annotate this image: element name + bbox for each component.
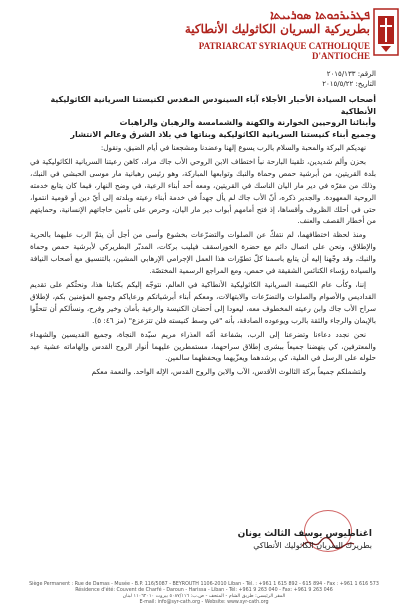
syriac-title: ܦܛܪܝܪܟܘܬܐ ܣܘܪܝܝܬܐ bbox=[270, 8, 370, 22]
addressee-line: وجميع أبناء كنيستنا السريانية الكاثوليكية وبناتها في بلاد الشرق وعالم الانتشار bbox=[70, 129, 376, 139]
latin-title: PATRIARCAT SYRIAQUE CATHOLIQUE D'ANTIOCHE bbox=[198, 41, 370, 61]
footer-line: Siège Permanent : Rue de Damas - Musée - B.P. 116/5087 - BEYROUTH 1106-2010 Liban - Tél. : +961 1 615 892 - 615 894 - Fax : +961 1 616 573 bbox=[29, 582, 379, 587]
footer-line: Résidence d'été: Couvent de Charfé - Daroun - Harissa - Liban - Tél: +961 9 263 040 - Fax: +961 9 263 046 bbox=[75, 588, 333, 593]
signatory-name: اغناطيوس يوسف الثالث يونان bbox=[237, 529, 372, 539]
footer-line: المقر الرئيسي: طريق الشام - المتحف - ص.ب: ٥٠٨٧/١١٦ بيروت ١١٠٦٢٠١٠ لبنان bbox=[122, 594, 286, 599]
footer-line: E-mail: info@syr-cath.org - Website: www.syr-cath.org bbox=[139, 600, 269, 605]
body-paragraph: بحزن وألم شديدين، تلقينا البارحة نبأ اختطاف الابن الروحي الأب جاك مراد، كاهن رعيتنا السريانية الكاثوليكية في بلدة القريتين، من أبرشية حمص وحماة والنبك وتوابعها المباركة، وهو رئيس رهبانية مار موسى الحبشي في النبك، وذلك من مقرّه في دير مار اليان الناسك في القريتين، ومعه أحد أبناء الرعية، في وضح النهار، فيما كان يتابع خدمته الروحية المعهودة. والجدير ذكره، أنّ الأب جاك لم يأل جهداً في خدمة أبناء رعيته وبلدته إلى أيّ دين أو قومية انتموا، حتى في أحلك الظروف وأقساها، إذ فتح أمامهم أبواب دير مار اليان، وحرص على تأمين حاجاتهم الإنسانية، وحمايتهم من أخطار القصف والعنف. bbox=[30, 156, 376, 226]
body-paragraph: نهديكم البركة والمحبة والسلام بالرب يسوع إلهنا وعضدنا ومشجعنا في أيام الضيق، ونقول: bbox=[100, 143, 366, 152]
addressee-line: أصحاب السيادة الأحبار الأجلاء آباء السينودس المقدس لكنيستنا السريانية الكاثوليكية الأنطاكية bbox=[50, 95, 376, 116]
letter-date: التاريخ: ٢٠١٥/٥/٢٢ bbox=[322, 80, 376, 88]
body-paragraph: ولتشملكم جميعاً بركة الثالوث الأقدس، الآب والابن والروح القدس، الإله الواحد. والنعمة معكم bbox=[91, 367, 366, 377]
body-paragraph: إننا، وكأب عام الكنيسة السريانية الكاثوليكية الأنطاكية في العالم، نتوجّه إليكم بكتابنا هذا، ونحثّكم على تقديم القداديس والأصوام والصلوات والتضرّعات والابتهالات، ومعكم أبناء أبرشياتكم ورعاياكم وجميع المؤمنين بكم، لإطلاق سراح الأب جاك وابن رعيته المخطوف معه، ليعودا إلى أحضان الكنيسة والرعية بأمان وخير وفرح، ونسألكم أن تتحلّوا بالإيمان والرجاء والثقة بالرب ويوعوده الصادقة، بأنه "في وسط كنيسته فلن تتزعزع" (مز ٤٦: ٥). bbox=[30, 279, 376, 325]
addressee-block bbox=[30, 94, 376, 140]
body-paragraph: نحن نجدد دعاءنا وتضرعنا إلى الرب، بشفاعة أمّه العذراء مريم سيّدة النجاة، وجميع القديسين والشهداء والمعترفين، كي ينهضنا جميعاً ببشرى إطلاق سراحهما، مستمطرين عليهما أنوار الروح القدس وإلهاماته عشية عيد حلوله على الرسل في العلية، كي يرشدهما ويعزّيهما ويحفظهما سالمين. bbox=[30, 329, 376, 363]
arabic-title: بطريركية السريان الكاثوليك الأنطاكية bbox=[184, 22, 370, 36]
reference-block bbox=[126, 69, 376, 89]
letterhead bbox=[0, 0, 408, 62]
body-paragraph: ومنذ لحظة اختطافهما، لم نتفكّ عن الصلوات والتضرّعات بخشوع وأسى من أجل أن يتمّ الرب عليهما بالحرية والإطلاق، ونحن على اتصال دائم مع حضرة الخوراسقف فيليب بركات، المدبّر البطريركي لأبرشية حمص وحماة والنبك، وقد وجّهنا إليه أن يتابع باسمنا كلّ تطوّرات هذا العمل الإجرامي الإرهابي المشين، بالتنسيق مع أصحاب النيافة والسيادة رؤساء الكنائس الشقيقة في حمص، ومع المراجع الرسمية المختصّة. bbox=[30, 230, 376, 276]
signatory-title: بطريرك السريان الكاثوليك الأنطاكي bbox=[253, 541, 372, 550]
signature-block bbox=[212, 528, 372, 551]
addressee-line: وأبنائنا الروحيين الخوارنة والكهنة والشمامسة والرهبان والراهبات bbox=[119, 118, 376, 127]
patriarchate-emblem-icon bbox=[373, 8, 399, 56]
reference-number: الرقم: ٢٠١٥/١٣٣ bbox=[326, 70, 376, 78]
letterhead-footer bbox=[0, 582, 408, 606]
letter-body bbox=[30, 142, 376, 380]
